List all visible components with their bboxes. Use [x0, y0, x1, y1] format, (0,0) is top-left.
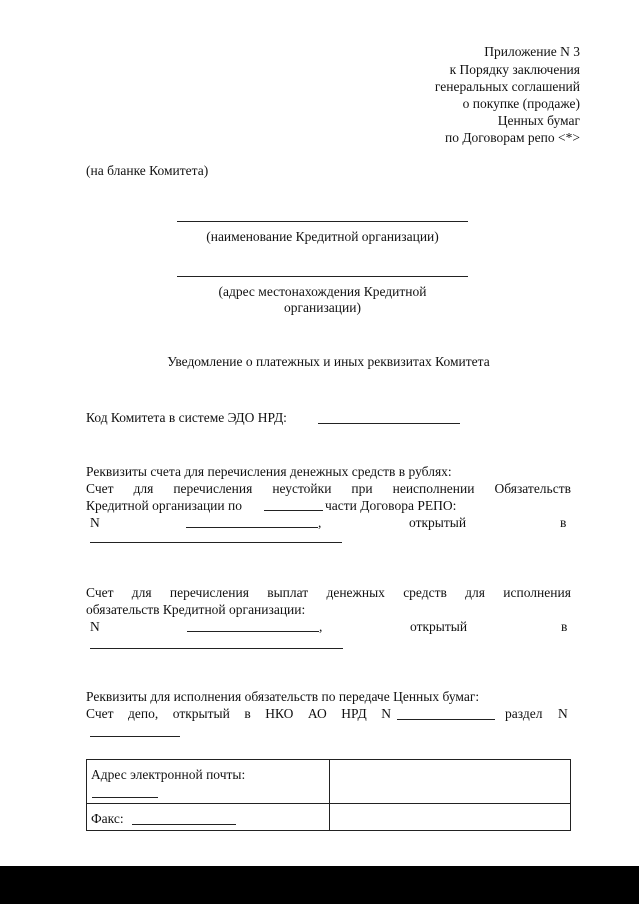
penalty-bank-blank-line: [90, 542, 342, 543]
edo-code-blank-line: [318, 423, 460, 424]
penalty-account-line-2a: Кредитной организации по: [86, 498, 242, 513]
fax-blank-line: [132, 824, 236, 825]
org-address-caption-2: организации): [284, 300, 361, 315]
payments-bank-blank-line: [90, 648, 343, 649]
letterhead-note: (на бланке Комитета): [86, 163, 209, 178]
word: НКО: [265, 706, 294, 721]
payments-n-label: N: [90, 619, 100, 634]
word: перечисления: [173, 481, 253, 496]
word: исполнения: [503, 585, 571, 600]
section-number-line: [90, 736, 180, 737]
payments-comma: ,: [319, 619, 323, 634]
section-label: раздел: [505, 706, 543, 721]
word: неустойки: [272, 481, 332, 496]
penalty-opened-label: открытый: [409, 515, 467, 530]
penalty-account-line-1: [86, 481, 571, 497]
word: в: [244, 706, 251, 721]
word: АО: [307, 706, 327, 721]
payments-account-line-1: [86, 585, 571, 601]
header-line-5: Ценных бумаг: [497, 113, 580, 128]
org-address-blank-line: [177, 276, 468, 277]
org-name-caption: (наименование Кредитной организации): [206, 229, 439, 244]
header-line-4: о покупке (продаже): [462, 96, 580, 111]
ruble-details-heading: Реквизиты счета для перечисления денежных средств в рублях:: [86, 464, 452, 479]
header-line-3: генеральных соглашений: [434, 79, 580, 94]
fax-label: Факс:: [91, 811, 124, 826]
word: денежных: [326, 585, 385, 600]
penalty-n-label: N: [90, 515, 100, 530]
contacts-table: [86, 759, 571, 831]
email-blank-line: [92, 797, 158, 798]
word: при: [351, 481, 373, 496]
word: Счет: [86, 481, 114, 496]
word: депо,: [128, 706, 159, 721]
payments-account-line-2: обязательств Кредитной организации:: [86, 602, 306, 617]
word: неисполнении: [392, 481, 475, 496]
word: перечисления: [169, 585, 249, 600]
depo-account-number-line: [397, 719, 495, 720]
section-n-label: N: [558, 706, 568, 721]
appendix-number: Приложение N 3: [484, 44, 580, 59]
word: открытый: [172, 706, 230, 721]
word: для: [465, 585, 485, 600]
penalty-in-label: в: [560, 515, 567, 530]
contract-part-blank-line: [264, 510, 323, 511]
payments-account-number-line: [187, 631, 319, 632]
securities-heading: Реквизиты для исполнения обязательств по передаче Ценных бумаг:: [86, 689, 480, 704]
word: для: [133, 481, 154, 496]
header-line-6: по Договорам репо <*>: [444, 130, 580, 145]
word: Счет: [86, 706, 114, 721]
word: Обязательств: [494, 481, 571, 496]
word: выплат: [267, 585, 309, 600]
penalty-comma: ,: [318, 515, 322, 530]
header-line-2: к Порядку заключения: [449, 62, 580, 77]
depo-account-line: [86, 706, 391, 722]
word: для: [131, 585, 152, 600]
org-name-blank-line: [177, 221, 468, 222]
email-label: Адрес электронной почты:: [91, 767, 246, 782]
table-row-divider: [87, 803, 570, 804]
word: N: [381, 706, 391, 721]
edo-code-label: Код Комитета в системе ЭДО НРД:: [86, 410, 287, 425]
penalty-account-line-2b: части Договора РЕПО:: [325, 498, 457, 513]
org-address-caption-1: (адрес местонахождения Кредитной: [218, 284, 427, 299]
word: НРД: [341, 706, 367, 721]
payments-opened-label: открытый: [410, 619, 468, 634]
table-column-divider: [329, 760, 330, 830]
scan-bottom-border: [0, 866, 639, 904]
document-title: Уведомление о платежных и иных реквизитах Комитета: [167, 354, 490, 369]
word: средств: [403, 585, 447, 600]
penalty-account-number-line: [186, 527, 318, 528]
payments-in-label: в: [561, 619, 568, 634]
word: Счет: [86, 585, 114, 600]
